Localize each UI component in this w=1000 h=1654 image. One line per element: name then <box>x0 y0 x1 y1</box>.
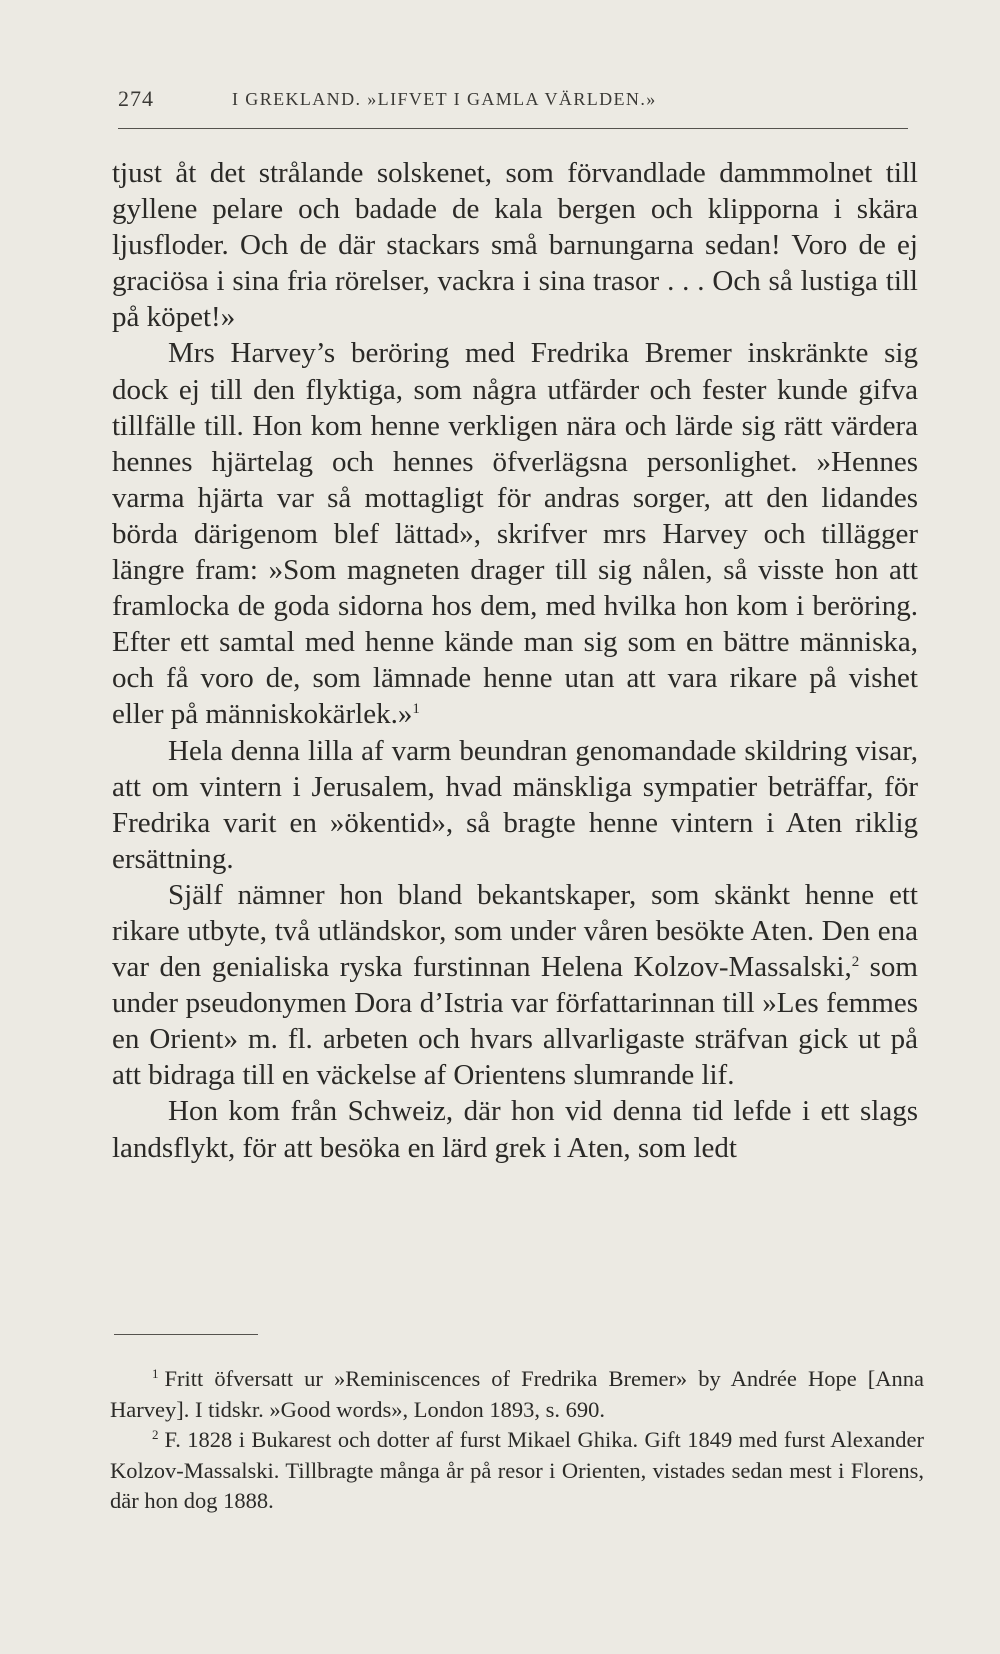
footnote-ref-1[interactable]: 1 <box>412 701 420 718</box>
footnote-2-text: F. 1828 i Bukarest och dotter af furst Mikael Ghika. Gift 1849 med furst Alexander Kolzov-Massalski. Tillbragte många år på resor i Orienten, vistades sedan mest i Florens, där hon dog 1888. <box>110 1427 924 1513</box>
header-rule <box>118 128 908 129</box>
footnotes <box>110 1364 924 1517</box>
footnote-mark-2: 2 <box>152 1427 159 1442</box>
paragraph-4-text-b: som under pseudonymen Dora d’Istria var författarinnan till »Les femmes en Orient» m. fl. arbeten och hvars allvarligaste sträfvan gick ut på att bidraga till en väckelse af Orientens slumrande lif. <box>112 951 918 1092</box>
paragraph-3 <box>112 733 918 877</box>
footnote-1 <box>110 1364 924 1425</box>
paragraph-5-text: Hon kom från Schweiz, där hon vid denna tid lefde i ett slags landsflykt, för att besöka en lärd grek i Aten, som ledt <box>112 1095 918 1164</box>
paragraph-1-text: tjust åt det strålande solskenet, som förvandlade dammmolnet till gyllene pelare och badade de kala bergen och klipporna i skära ljusfloder. Och de där stackars små barnungarna sedan! Voro de ej graciösa i sina fria rörelser, vackra i sina trasor . . . Och så lustiga till på köpet!» <box>112 157 918 334</box>
footnote-rule <box>114 1334 258 1335</box>
paragraph-2-text: Mrs Harvey’s beröring med Fredrika Bremer inskränkte sig dock ej till den flyktiga, som några utfärder och fester kunde gifva tillfälle till. Hon kom henne verkligen nära och lärde sig rätt värdera hennes hjärtelag och hennes öfverlägsna personlighet. »Hennes varma hjärta var så mottagligt för andras sorger, att den lidandes börda därigenom blef lättad», skrifver mrs Harvey och tillägger längre fram: »Som magneten drager till sig nålen, så visste hon att framlocka de goda sidorna hos dem, med hvilka hon kom i beröring. Efter ett samtal med henne kände man sig som en bättre människa, och få voro de, som lämnade henne utan att vara rikare på vishet eller på människokärlek.» <box>112 337 918 731</box>
paragraph-4 <box>112 877 918 1094</box>
footnote-2 <box>110 1425 924 1517</box>
paragraph-5 <box>112 1093 918 1165</box>
paragraph-1 <box>112 155 918 335</box>
main-text <box>112 155 918 1166</box>
footnote-1-text: Fritt öfversatt ur »Reminiscences of Fredrika Bremer» by Andrée Hope [Anna Harvey]. I tidskr. »Good words», London 1893, s. 690. <box>110 1366 924 1422</box>
paragraph-2 <box>112 335 918 732</box>
footnote-ref-2[interactable]: 2 <box>851 954 860 971</box>
footnote-mark-1: 1 <box>152 1366 159 1381</box>
running-title: I GREKLAND. »LIFVET I GAMLA VÄRLDEN.» <box>232 89 657 109</box>
paragraph-3-text: Hela denna lilla af varm beundran genomandade skildring visar, att om vintern i Jerusalem, hvad mänskliga sympatier beträffar, för Fredrika varit en »ökentid», så bragte henne vintern i Aten riklig ersättning. <box>112 734 918 875</box>
page-number: 274 <box>118 86 154 111</box>
paragraph-4-text-a: Själf nämner hon bland bekantskaper, som skänkt henne ett rikare utbyte, två utländskor, som under våren besökte Aten. Den ena var den genialiska ryska furstinnan Helena Kolzov-Massalski, <box>112 878 918 984</box>
